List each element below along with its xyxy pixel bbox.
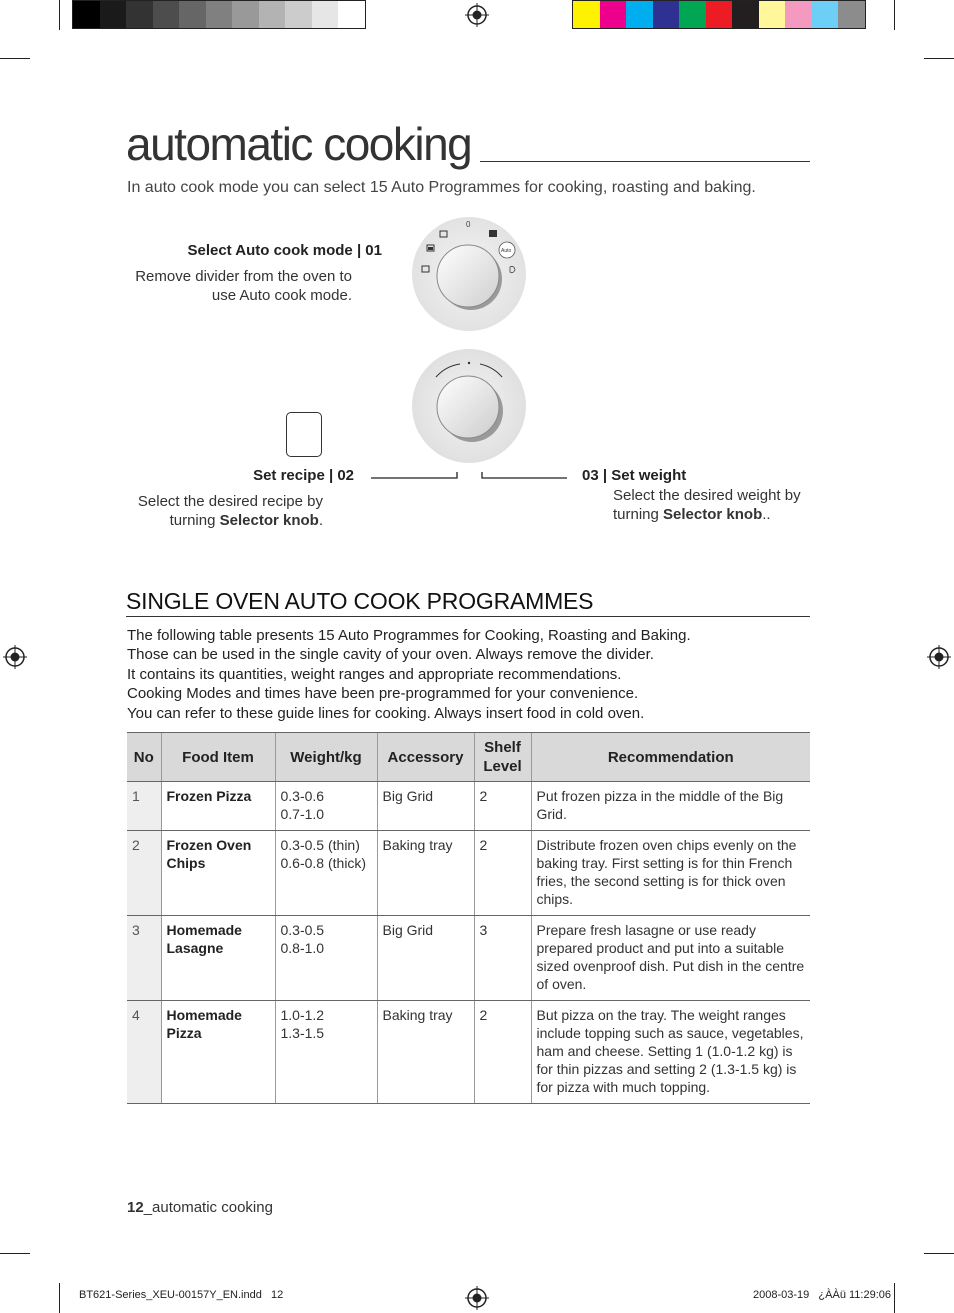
crop-mark <box>0 58 30 59</box>
header-shelf-level: Shelf Level <box>474 733 531 782</box>
cell-no: 4 <box>127 1001 161 1104</box>
section-title: SINGLE OVEN AUTO COOK PROGRAMMES <box>126 588 594 614</box>
page-footer <box>127 1199 273 1216</box>
auto-programmes-table <box>127 732 810 1104</box>
cell-no: 1 <box>127 782 161 831</box>
intro-text: In auto cook mode you can select 15 Auto Programmes for cooking, roasting and baking. <box>127 179 756 196</box>
page-footer-label: _automatic cooking <box>143 1199 273 1216</box>
paragraph-line: The following table presents 15 Auto Programmes for Cooking, Roasting and Baking. <box>127 627 691 644</box>
header-food-item: Food Item <box>161 733 275 782</box>
color-swatch <box>838 1 865 28</box>
cell-no: 2 <box>127 831 161 916</box>
cell-shelf: 2 <box>474 831 531 916</box>
color-swatch <box>100 1 127 28</box>
color-swatch <box>285 1 312 28</box>
step2-heading: Set recipe | 02 <box>253 467 354 484</box>
page-title: automatic cooking <box>126 118 472 170</box>
cell-accessory: Baking tray <box>377 1001 474 1104</box>
cell-recommendation: Distribute frozen oven chips evenly on the baking tray. First setting is for thin French fries, the second setting is for thick oven chips. <box>531 831 810 916</box>
registration-target-icon <box>465 1286 489 1310</box>
color-swatch <box>573 1 600 28</box>
cell-shelf: 3 <box>474 916 531 1001</box>
table-row <box>127 1001 810 1104</box>
color-swatch <box>259 1 286 28</box>
paragraph-line: It contains its quantities, weight ranges and appropriate recommendations. <box>127 665 622 683</box>
header-no: No <box>127 733 161 782</box>
color-swatch <box>179 1 206 28</box>
crop-mark <box>59 1283 60 1313</box>
table-row <box>127 782 810 831</box>
registration-target-icon <box>465 3 489 27</box>
color-swatch <box>812 1 839 28</box>
step1-heading: Select Auto cook mode | 01 <box>187 242 382 259</box>
display-outline <box>286 412 322 457</box>
crop-mark <box>894 1283 895 1313</box>
registration-target-icon <box>3 645 27 669</box>
cell-food: Homemade Pizza <box>161 1001 275 1104</box>
cell-food: Homemade Lasagne <box>161 916 275 1001</box>
color-swatch <box>785 1 812 28</box>
cell-recommendation: Prepare fresh lasagne or use ready prepared product and put into a suitable sized ovenproof dish. Put dish in the centre of oven. <box>531 916 810 1001</box>
registration-target-icon <box>927 645 951 669</box>
color-swatch <box>338 1 365 28</box>
cell-accessory: Big Grid <box>377 782 474 831</box>
crop-mark <box>924 58 954 59</box>
paragraph-line: Cooking Modes and times have been pre-programmed for your convenience. <box>127 685 639 703</box>
cell-recommendation: But pizza on the tray. The weight ranges include topping such as sauce, vegetables, ham and cheese. Setting 1 (1.0-1.2 kg) is for thin pizzas and setting 2 (1.3-1.5 kg) is for pizza with much topping. <box>531 1001 810 1104</box>
cell-accessory: Baking tray <box>377 831 474 916</box>
color-swatch-bar <box>572 0 866 29</box>
color-swatch <box>653 1 680 28</box>
color-swatch <box>312 1 339 28</box>
crop-mark <box>59 0 60 30</box>
color-swatch <box>706 1 733 28</box>
section-rule <box>126 616 810 617</box>
color-swatch <box>232 1 259 28</box>
crop-mark <box>894 0 895 30</box>
slug-date: 2008-03-19 ¿ÀÀü 11:29:06 <box>752 1289 891 1301</box>
slug-filename: BT621-Series_XEU-00157Y_EN.indd 12 <box>79 1289 284 1301</box>
cell-shelf: 2 <box>474 1001 531 1104</box>
title-rule <box>480 161 810 162</box>
cell-recommendation: Put frozen pizza in the middle of the Big Grid. <box>531 782 810 831</box>
color-swatch <box>153 1 180 28</box>
color-swatch <box>126 1 153 28</box>
color-swatch <box>732 1 759 28</box>
crop-mark <box>0 1253 30 1254</box>
cell-weight: 0.3-0.6 0.7-1.0 <box>275 782 377 831</box>
paragraph-line: You can refer to these guide lines for cooking. Always insert food in cold oven. <box>127 704 645 722</box>
cell-weight: 0.3-0.5 (thin) 0.6-0.8 (thick) <box>275 831 377 916</box>
selector-knob-illustration <box>410 347 528 465</box>
step2-text: Select the desired recipe by turning Selector knob. <box>137 493 323 529</box>
header-accessory: Accessory <box>377 733 474 782</box>
header-weight: Weight/kg <box>275 733 377 782</box>
connector-lines <box>370 468 570 482</box>
auto-mode-label: Auto <box>501 248 512 254</box>
step3-text: Select the desired weight by turning Selector knob.. <box>613 487 801 523</box>
cell-food: Frozen Oven Chips <box>161 831 275 916</box>
cell-weight: 1.0-1.2 1.3-1.5 <box>275 1001 377 1104</box>
gray-swatch-bar <box>72 0 366 29</box>
cell-no: 3 <box>127 916 161 1001</box>
color-swatch <box>73 1 100 28</box>
table-header-row <box>127 733 810 782</box>
color-swatch <box>759 1 786 28</box>
function-knob-illustration <box>410 215 528 333</box>
header-recommendation: Recommendation <box>531 733 810 782</box>
cell-food: Frozen Pizza <box>161 782 275 831</box>
cell-shelf: 2 <box>474 782 531 831</box>
section-paragraph <box>127 626 691 723</box>
cell-accessory: Big Grid <box>377 916 474 1001</box>
step3-heading: 03 | Set weight <box>582 467 687 484</box>
svg-text:0: 0 <box>466 220 471 229</box>
color-swatch <box>600 1 627 28</box>
paragraph-line: Those can be used in the single cavity of your oven. Always remove the divider. <box>127 646 654 664</box>
crop-mark <box>924 1253 954 1254</box>
page-number: 12 <box>127 1199 144 1216</box>
cell-weight: 0.3-0.5 0.8-1.0 <box>275 916 377 1001</box>
step1-text: Remove divider from the oven to use Auto cook mode. <box>135 268 352 304</box>
color-swatch <box>679 1 706 28</box>
table-row <box>127 831 810 916</box>
table-row <box>127 916 810 1001</box>
color-swatch <box>206 1 233 28</box>
color-swatch <box>626 1 653 28</box>
